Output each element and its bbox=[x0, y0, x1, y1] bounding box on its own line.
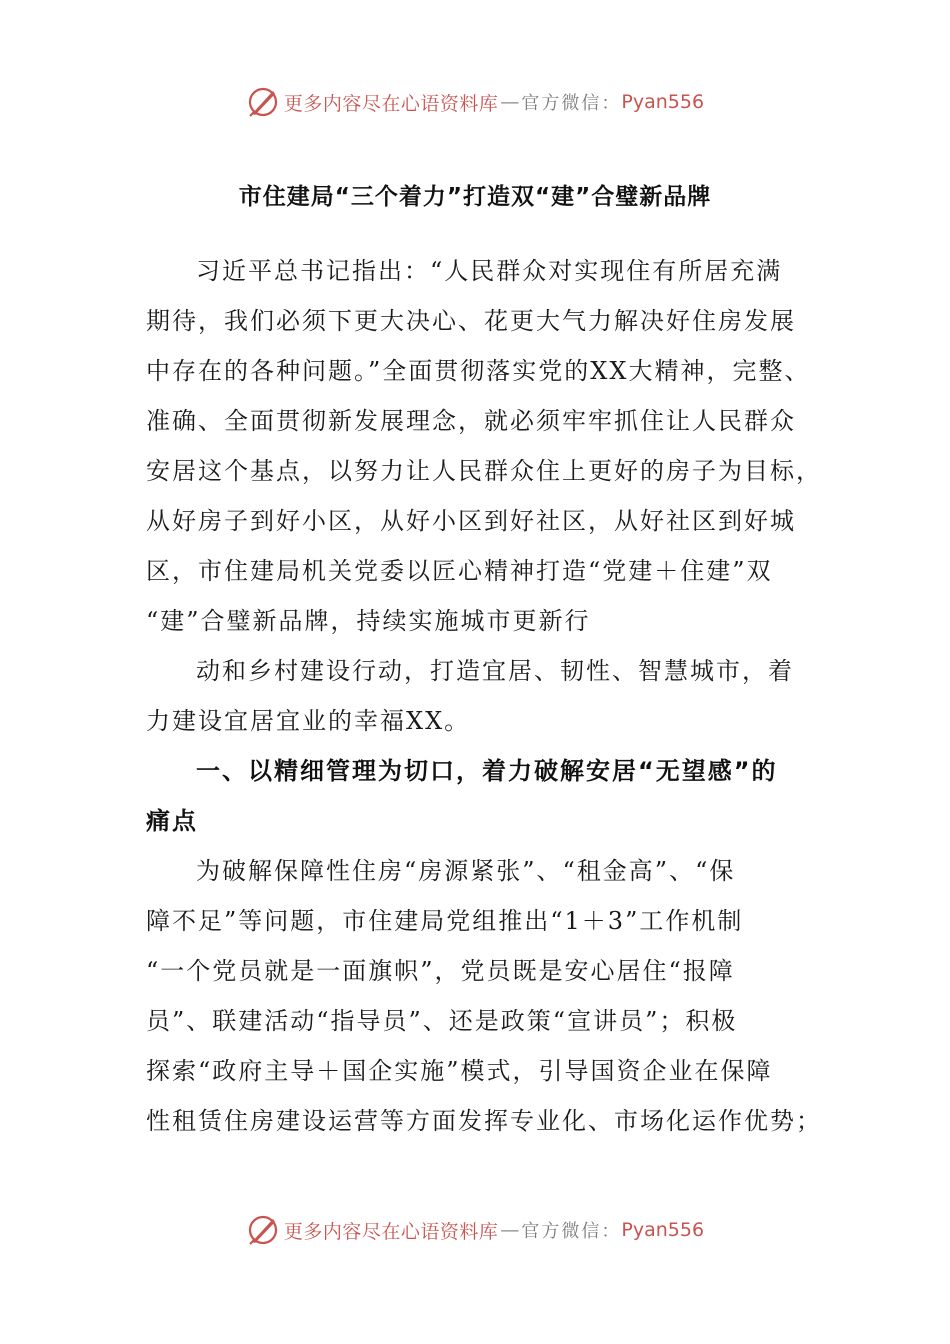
watermark-brand: 更多内容尽在心语资料库 bbox=[283, 92, 499, 115]
paragraph-line: 区，市住建局机关党委以匠心精神打造“党建＋住建”双 bbox=[146, 557, 773, 585]
paragraph-line: 探索“政府主导＋国企实施”模式，引导国资企业在保障 bbox=[146, 1057, 773, 1085]
section-heading-line: 痛点 bbox=[146, 807, 198, 835]
paragraph-line: 安居这个基点，以努力让人民群众住上更好的房子为目标， bbox=[146, 457, 822, 485]
paragraph-line: 中存在的各种问题。”全面贯彻落实党的XX大精神，完整、 bbox=[146, 357, 811, 385]
paragraph-line: 习近平总书记指出：“人民群众对实现住有所居充满 bbox=[196, 257, 783, 285]
quill-pen-icon bbox=[246, 1213, 280, 1247]
paragraph-line: 从好房子到好小区，从好小区到好社区，从好社区到好城 bbox=[146, 507, 796, 535]
paragraph-line: 力建设宜居宜业的幸福XX。 bbox=[146, 707, 471, 735]
paragraph-line: 为破解保障性住房“房源紧张”、“租金高”、“保 bbox=[196, 857, 736, 885]
watermark-separator: — bbox=[500, 1219, 520, 1241]
paragraph-line: “一个党员就是一面旗帜”，党员既是安心居住“报障 bbox=[146, 957, 735, 985]
quill-pen-icon bbox=[246, 85, 280, 119]
paragraph-line: 员”、联建活动“指导员”、还是政策“宣讲员”；积极 bbox=[146, 1007, 738, 1035]
paragraph-line: “建”合璧新品牌，持续实施城市更新行 bbox=[146, 607, 591, 635]
paragraph-line: 障不足”等问题，市住建局党组推出“1＋3”工作机制 bbox=[146, 907, 744, 935]
document-body bbox=[146, 246, 822, 1146]
watermark-separator: — bbox=[500, 91, 520, 113]
watermark-wechat-label: 官方微信： bbox=[521, 93, 622, 114]
section-heading-line: 一、以精细管理为切口，着力破解安居“无望感”的 bbox=[196, 757, 778, 785]
watermark-banner-top bbox=[0, 80, 950, 124]
watermark-wechat-id: Pyan556 bbox=[621, 91, 705, 113]
watermark-wechat-label: 官方微信： bbox=[521, 1221, 622, 1242]
watermark-brand: 更多内容尽在心语资料库 bbox=[283, 1220, 499, 1243]
watermark-banner-bottom bbox=[0, 1208, 950, 1252]
paragraph-line: 动和乡村建设行动，打造宜居、韧性、智慧城市，着 bbox=[196, 657, 794, 685]
document-title: 市住建局“三个着力”打造双“建”合璧新品牌 bbox=[238, 184, 712, 210]
paragraph-line: 期待，我们必须下更大决心、花更大气力解决好住房发展 bbox=[146, 307, 796, 335]
paragraph-line: 性租赁住房建设运营等方面发挥专业化、市场化运作优势； bbox=[146, 1107, 822, 1135]
paragraph-line: 准确、全面贯彻新发展理念，就必须牢牢抓住让人民群众 bbox=[146, 407, 796, 435]
watermark-wechat-id: Pyan556 bbox=[621, 1219, 705, 1241]
